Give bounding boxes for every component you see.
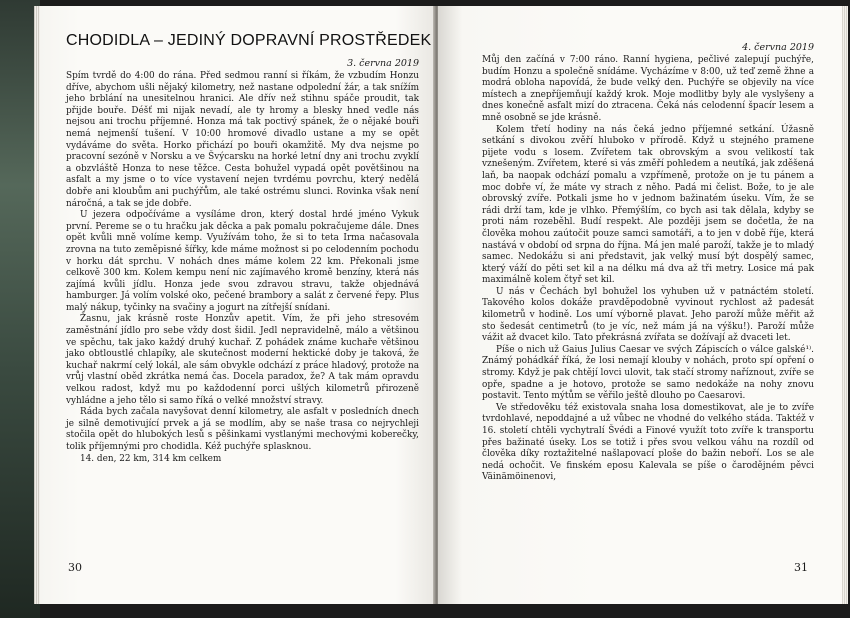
left-page [40,6,435,604]
left-page-text [66,71,419,465]
paragraph: Ráda bych začala navyšovat denní kilometry, ale asfalt v posledních dnech je silně demotivující prvek a já se modlím, aby se naše trasa co nejrychleji stočila opět do hlubokých lesů s pěšinkami vystlanými mechovými koberečky, tolik příjemnými pro chodidla. Kéž puchýře splasknou. [66,407,419,452]
right-page [438,6,842,604]
paragraph: Spím tvrdě do 4:00 do rána. Před sedmou ranní si říkám, že vzbudím Honzu dříve, abychom ušli nějaký kilometry, než nastane odpolední žár, a tak sníž​ím jeho brblání na unesitelnou hranici. Ale dřív než stihnu spáče proudit, tak přijde bouře. Déšť mi nijak nevadí, ale ty hromy a blesky hned vedle nás nejsou ani trochu příjemné. Honza má tak poctivý spánek, že o nějaké bouři nemá nejmenší tušení. V 10:00 hromové divadlo ustane a my se opět vydáváme do světa. Horko přichází po bouři okamžitě. My dva nejsme po pracovní sezóně v Norsku a ve Švýcarsku na horké letní dny ani trochu zvyklí a obzvláště Honza to nese těžce. Cesta bohužel vypadá opět povětšinou na asfalt a my jsme o to více vystavení nejen tvrdému povrchu, který nedělá dobře ani kloubům ani puchýřům, ale také ostrému slunci. Rovinka však není náročná, a tak se jde dobře. [66,71,419,209]
page-number: 31 [794,561,808,574]
paragraph: U jezera odpočíváme a vysíláme dron, který dostal hrdé jméno Vykuk první. Pereme se o tu hračku jak děcka a pak pomalu pokračujeme dále. Dnes opět kvůli mně volíme kemp. Využívám toho, že si to teta Irma načasovala zrovna na tuto zeměpisné šířky, kde máme možnost si po celodenním pochodu v horku dát sprchu. V nohách dnes máme kolem 22 km. Překonali jsme celkově 300 km. Kolem kempu není nic zajímavého kromě benzíny, která nás zajímá kvůli jídlu. Honza jede svou zdravou stravu, takže objednává hamburger. Já volím volské oko, pečené brambory a salát z červené řepy. Plus malý nákup, tyčinky na svačiny a jogurt na zítřejší snídani. [66,210,419,313]
right-page-text [482,55,814,484]
page-number: 30 [68,561,82,574]
paragraph: Píše o nich už Gaius Julius Caesar ve svých Zápiscích o válce galské¹⁾. Známý pohádkář říká, že losi nemají klouby v nohách, proto spí opření o stromy. Když je pak chtějí lovci ulovit, tak stačí stromy naříznout, zvíře se opře, spadne a je hotovo, protože se samo nedokáže na nohy znovu postavit. Tento mýtům se věřilo ještě dlouho po Caesarovi. [482,344,814,402]
paragraph: U nás v Čechách byl bohužel los vyhuben už v patnáctém století. Takového kolos dokáže pravděpodobně vyvinout rychlost až padesát kilometrů v hodině. Los umí výborně plavat. Jeho paroží může měřit až sto šedesát centimetrů (to je víc, než mám já na výšku!). Paroží může vážit až dvacet kilo. Tato překrásná zvířata se dožívají až dvaceti let. [482,286,814,344]
chapter-title: CHODIDLA – JEDINÝ DOPRAVNÍ PROSTŘEDEK [66,32,432,49]
paragraph: Žasnu, jak krásně roste Honzův apetit. Vím, že při jeho stresovém zaměstnání jídlo pro sebe vždy dost šidil. Jedl nepravidelně, málo a většinou ve spěchu, tak jako každý druhý kuchař. Z pohádek známe kuchaře většinou jako obtloustlé chlapíky, ale skutečnost moderní hektické doby je taková, že kuchař nakrmí celý lokál, ale sám obvykle odchází z práce hladový, protože na vrůj vlastní oběd zkrátka nemá čas. Docela paradox, že? A tak mám opravdu velkou radost, když mu po každodenní porci ušlých kilometrů přirozeně vyhládne a jeho tělo si samo říká o velké množství stravy. [66,314,419,406]
day-summary: 14. den, 22 km, 314 km celkem [80,453,222,464]
paragraph: Můj den začíná v 7:00 ráno. Ranní hygiena, pečlivé zalepují puchýře, budím Honzu a společně snídáme. Vycházíme v 8:00, už teď země žhne a modrá obloha napovídá, že bude velký den. Puchýře se objevily na více místech a znepříjemňují každý krok. Moje modlitby byly ale vyslyšeny a dnes konečně asfalt mizí do ztracena. Čeká nás celodenní špacír lesem a mně osobně se jde krásně. [482,55,814,123]
paragraph: Ve středověku též existovala snaha losa domestikovat, ale je to zvíře tvrdohlavé, nepoddajné a už vůbec ne vhodné do velkého stáda. Taktéž v 16. století chtěli vychytralí Švédi a Finové využít toto zvíře k transportu přes bažinaté úseky. Los se totiž i přes svou velkou váhu na rozdíl od člověka díky roztažitelné našlapovací ploše do bažin neboří. Los se ale nedá ochočit. Ve finském eposu Kalevala se píše o čarodějném pěvci Väinämöinenovi, [482,402,814,483]
paragraph: Kolem třetí hodiny na nás čeká jedno příjemné setkání. Úžasně setkání s divokou zvěří hluboko v přírodě. Když u stejného pramene pijete vodu s losem. Zvířetem tak obrovským a svou velikostí tak vznešeným. Zvířetem, které si vás změří pohledem a neutíká, jak zděšená laň, ba naopak odchází pomalu a vzpřímeně, protože on je tu pánem a moc dobře ví, že máte vy strach z něho. Padá mi čelist. Bože, to je ale obrovský zvíře. Potkali jsme ho v jednom bažinatém úseku. Vím, že se rádi drží tam, kde je vlhko. Přemýšlím, co bych asi tak dělala, kdyby se proti nám rozeběhl. Budí respekt. Ale později jsem se dočetla, že na člověka mohou zaútočit pouze samci samotáři, a to jen v době říje, která nastává v období od srpna do října. Má jen malé paroží, takže je to mladý samec. Nedokážu si ani představit, jak velký musí být dospělý samec, který váží do pěti set kil a na délku má dva až tři metry. Losice má pak maximálně kolem čtyř set kil. [482,124,814,286]
right-page-stack-edge [842,6,848,604]
entry-date: 3. června 2019 [347,58,419,69]
entry-date: 4. června 2019 [742,42,814,53]
